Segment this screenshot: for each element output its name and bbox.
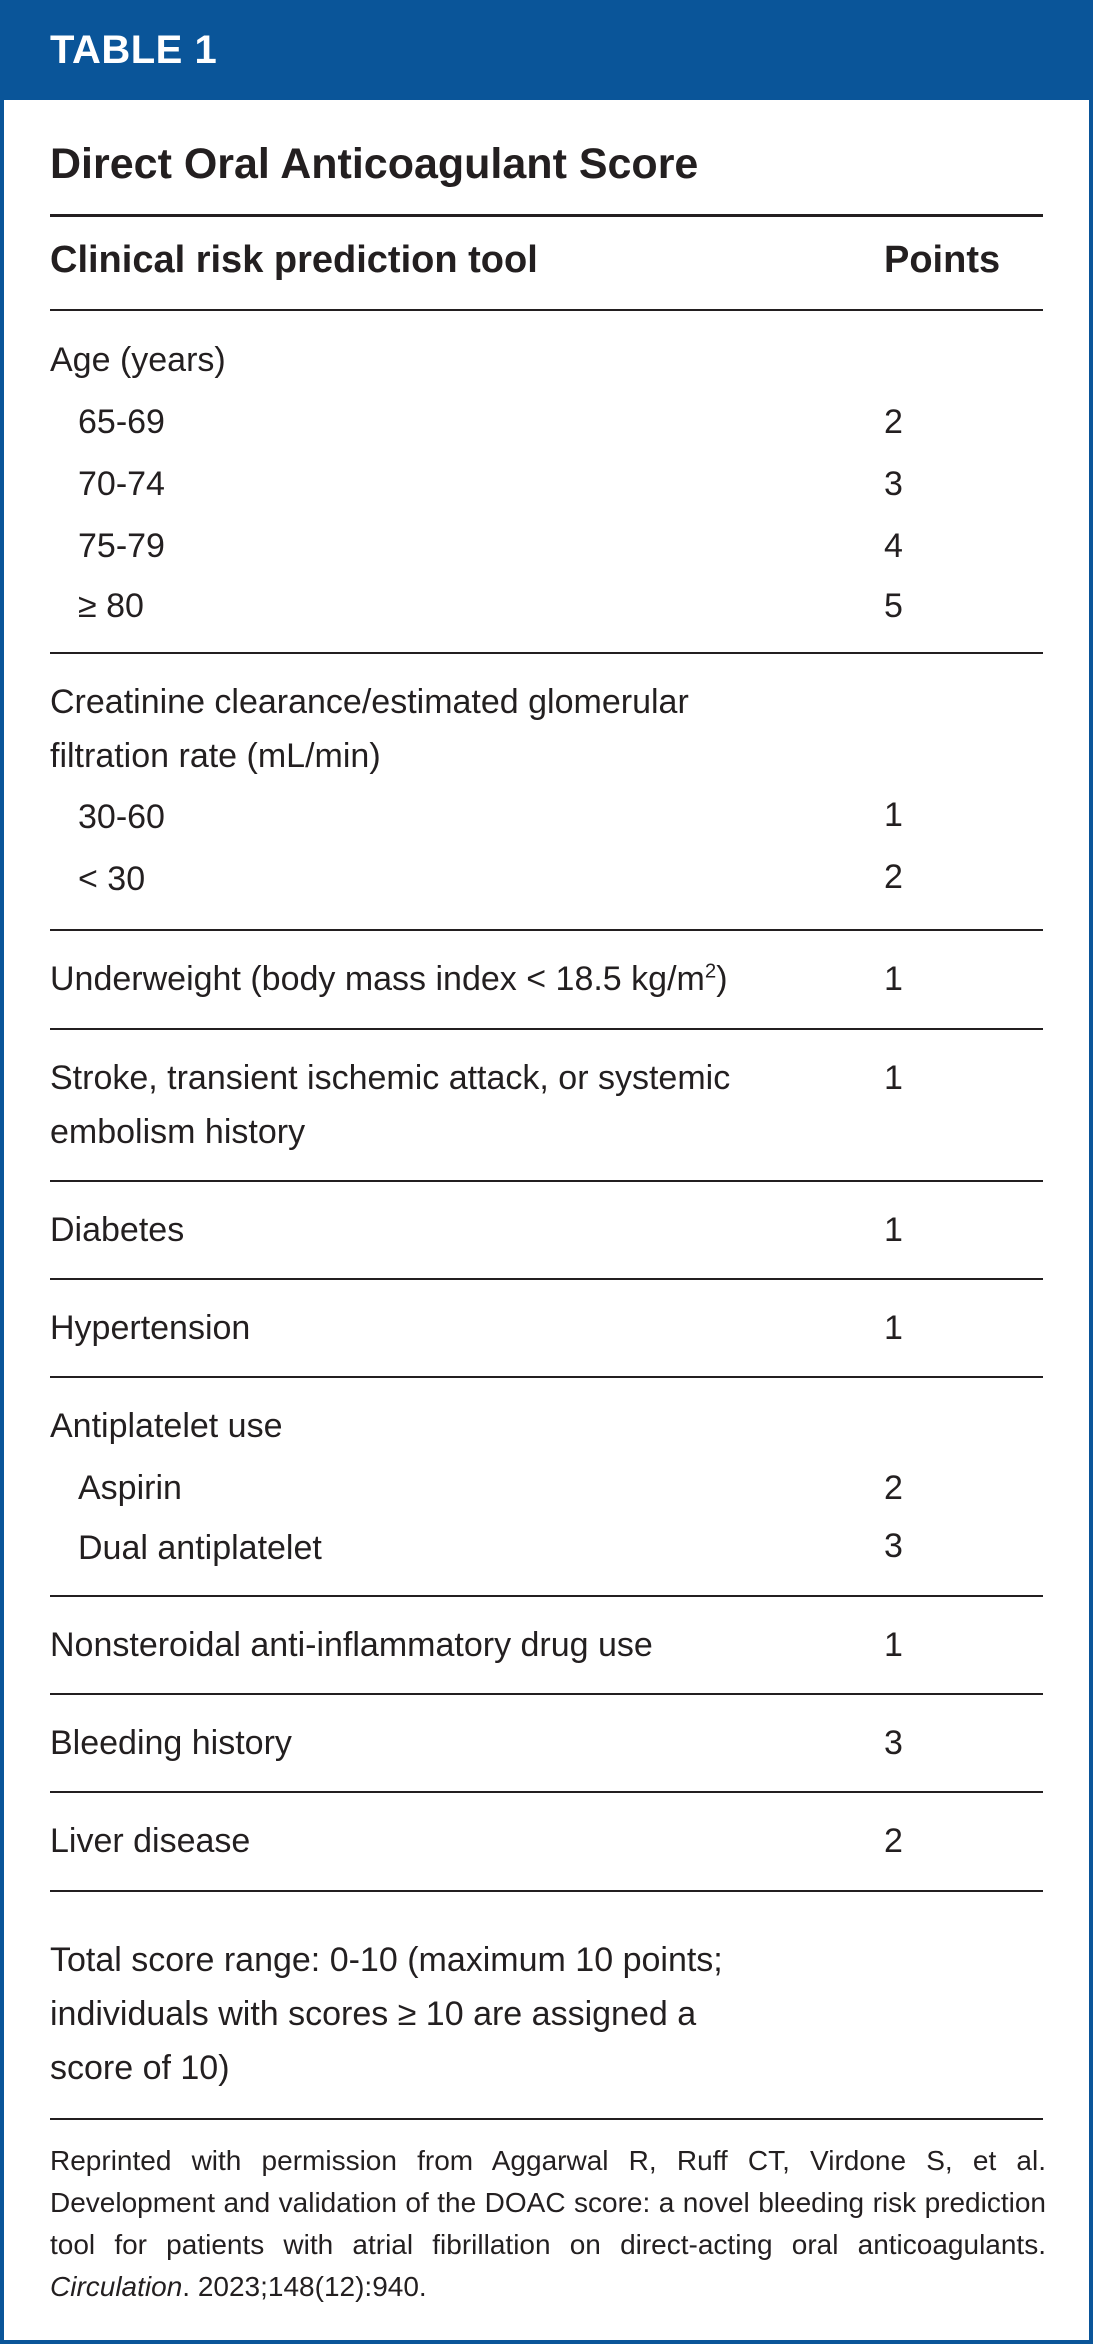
row-label: 75-79 (78, 527, 165, 565)
row-divider (50, 1278, 1043, 1280)
row-points: 2 (884, 858, 903, 896)
row-points: 5 (884, 587, 903, 625)
banner-label: TABLE 1 (50, 28, 218, 72)
row-label-age: Age (years) (50, 341, 226, 379)
row-points: 2 (884, 403, 903, 441)
row-divider (50, 652, 1043, 654)
row-label-crcl-line2: filtration rate (mL/min) (50, 737, 381, 775)
total-line2: individuals with scores ≥ 10 are assigned a (50, 1995, 697, 2033)
row-points: 3 (884, 1527, 903, 1565)
row-label: 70-74 (78, 465, 165, 503)
row-divider (50, 1376, 1043, 1378)
row-label: 30-60 (78, 798, 165, 836)
row-label-diabetes: Diabetes (50, 1211, 185, 1249)
row-divider (50, 1180, 1043, 1182)
row-divider (50, 1791, 1043, 1793)
row-label-bleeding: Bleeding history (50, 1724, 292, 1762)
row-label-liver: Liver disease (50, 1822, 251, 1860)
row-points: 2 (884, 1822, 903, 1860)
row-label-stroke-line2: embolism history (50, 1113, 306, 1151)
row-label-underweight: Underweight (body mass index < 18.5 $kg/m^2$) (50, 960, 728, 998)
row-divider (50, 929, 1043, 931)
row-points: 1 (884, 796, 903, 834)
row-label-stroke-line1: Stroke, transient ischemic attack, or systemic (50, 1059, 731, 1097)
row-divider (50, 1693, 1043, 1695)
row-points: 3 (884, 1724, 903, 1762)
row-points: 3 (884, 465, 903, 503)
title-rule (50, 214, 1043, 217)
row-points: 1 (884, 1309, 903, 1347)
header-rule (50, 309, 1043, 311)
row-points: 1 (884, 960, 903, 998)
row-points: 1 (884, 1211, 903, 1249)
row-label-hypertension: Hypertension (50, 1309, 251, 1347)
row-points: 1 (884, 1626, 903, 1664)
row-label-nsaid: Nonsteroidal anti-inflammatory drug use (50, 1626, 653, 1664)
table-title: Direct Oral Anticoagulant Score (50, 140, 699, 188)
footnote: Reprinted with permission from Aggarwal R, Ruff CT, Virdone S, et al. Development and validation of the DOAC score: a novel bleeding risk prediction tool for patients with atrial fibrillation on direct-acting oral anticoagulants. Circulation. 2023;148(12):940. (50, 2145, 1046, 2302)
row-points: 2 (884, 1469, 903, 1507)
column-header-tool: Clinical risk prediction tool (50, 239, 538, 281)
footnote-rule (50, 2118, 1043, 2120)
row-label: ≥ 80 (78, 587, 144, 625)
row-divider (50, 1028, 1043, 1030)
row-label: Aspirin (78, 1469, 182, 1507)
row-label-crcl-line1: Creatinine clearance/estimated glomerular (50, 683, 689, 721)
total-line3: score of 10) (50, 2049, 230, 2087)
total-line1: Total score range: 0-10 (maximum 10 points; (50, 1941, 723, 1979)
row-label-antiplatelet: Antiplatelet use (50, 1407, 283, 1445)
row-divider (50, 1890, 1043, 1892)
row-label: < 30 (78, 860, 146, 898)
row-label: 65-69 (78, 403, 165, 441)
table-banner (4, 4, 1089, 100)
row-divider (50, 1595, 1043, 1597)
column-header-points: Points (884, 239, 1001, 281)
row-points: 4 (884, 527, 903, 565)
row-label: Dual antiplatelet (78, 1529, 322, 1567)
row-points: 1 (884, 1059, 903, 1097)
